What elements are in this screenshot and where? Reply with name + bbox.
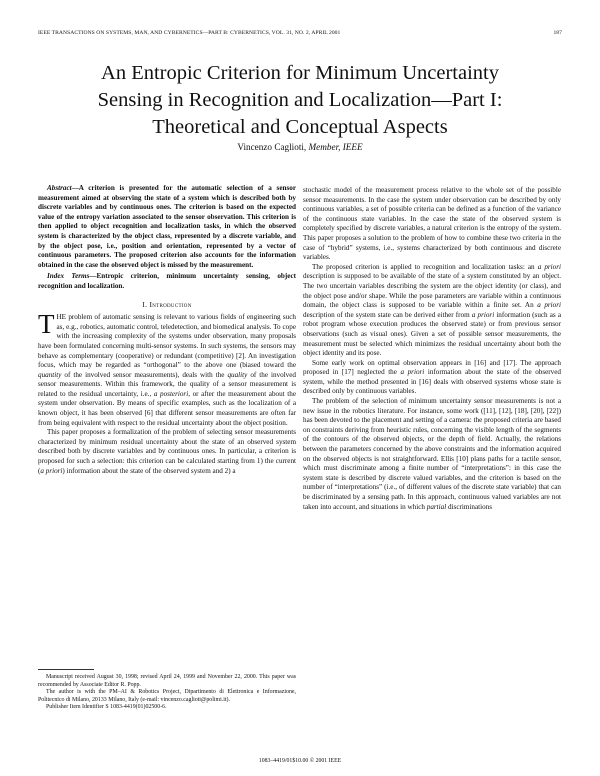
text-run: information about the state of the observed system, while the method presented in [16] deals with observed systems whose state is described only by continuous variables. xyxy=(303,368,561,396)
emphasis: a priori xyxy=(537,301,561,310)
footnote-publisher-id: Publisher Item Identifier S 1083-4419(01)02500-6. xyxy=(46,704,167,710)
section-heading xyxy=(38,300,296,310)
emphasis: a priori xyxy=(537,262,561,271)
text-run: discriminations xyxy=(446,502,493,511)
intro-paragraph-3: stochastic model of the measurement process relative to the whole set of the possible sensor measurements. In the case the system under observation can be described by only continuous variables, a set of possible criteria can be defined as a function of the variance of the continuous state variables. In the case the state of the observed system is completely specified by discrete variables, a natural criterion is the entropy of the system. This paper proposes a solution to the problem of how to combine these two criteria in the case of “hybrid” systems, i.e., systems characterized by both continuous and discrete variables. xyxy=(303,186,561,262)
abstract-label: Abstract xyxy=(47,184,72,192)
footnote-affiliation: The author is with the PM–AI & Robotics Project, Dipartimento di Elettronica e Informazione, Politecnico di Milano, 20133 Milano, Italy (e-mail: vincenzo.caglioti@polimi.it). xyxy=(38,689,296,703)
page-number: 187 xyxy=(553,30,562,36)
intro-paragraph-1 xyxy=(38,309,296,428)
journal-header: IEEE TRANSACTIONS ON SYSTEMS, MAN, AND CYBERNETICS—PART B: CYBERNETICS, VOL. 31, NO. 2, APRIL 2001 xyxy=(38,30,341,36)
section-title: Introduction xyxy=(149,299,192,309)
text-run: of the involved sensor measurements), deals with the xyxy=(61,370,228,379)
text-run: The problem of the selection of minimum uncertainty sensor measurements is not a new issue in the robotics literature. For instance, some work ([11], [12], [18], [20], [22]) has been devoted to the placement and setting of a camera: the proposed criteria are based on constraints deriving from heuristic rules, concerning the visible length of the segments of the contours of the observed objects, or the depth of field. Actually, the relations between the parameters concerned by the above constraints and the information acquired on the observed objects is not straightforward. Ellis [10] plans paths for a tactile sensor, which must discriminate among a finite number of “interpretations”: in this case the system state is described by discrete valued variables, and the criterion is based on the number of “interpretations” (i.e., of different values of the discrete state variable) that can be discriminated by a sensing path. In this approach, continuous valued variables are not taken into account, and situations in which xyxy=(303,397,561,511)
emphasis: a priori xyxy=(40,466,63,475)
text-run: description is supposed to be available of the state of a system constituted by an object. The two uncertain variables describing the system are the object identity (or class), and the object pose and/or shape. While the pose parameters are variable within a continuous domain, the object class is supposed to be variable within a finite set. An xyxy=(303,272,561,310)
right-column xyxy=(303,186,561,512)
drop-cap: T xyxy=(38,309,55,340)
footnote-rule xyxy=(38,669,94,670)
emphasis: a posteriori xyxy=(153,389,189,398)
text-run: information (such as a robot program whose execution produces the observed state) or from previous sensor observations (such as visual ones). Given a set of possible sensor measurements, the measurement must be selected which minimizes the residual uncertainty about both the object identity and its pose. xyxy=(303,310,561,358)
text-run: The proposed criterion is applied to recognition and localization tasks: an xyxy=(312,262,538,271)
index-terms-label: Index Terms xyxy=(47,272,90,281)
emphasis: quantity xyxy=(38,370,62,379)
text-run: , or after the measurement about the system under observation. By means of specific examples, such as the localization of a known object, it has been observed [6] that different sensor measurements are often far from being equivalent with respect to the residual uncertainty about the object position. xyxy=(38,389,296,427)
intro-paragraph-6 xyxy=(303,397,561,512)
title-line: An Entropic Criterion for Minimum Uncertainty xyxy=(101,62,499,84)
text-run: of the involved sensor measurements. Within this framework, the quality of a sensor measurement is related to the residual uncertainty, i.e., xyxy=(38,370,296,398)
author-membership: Member, IEEE xyxy=(308,142,363,152)
emphasis: a priori xyxy=(471,310,495,319)
index-terms-text: —Entropic criterion, minimum uncertainty sensing, object recognition and localization. xyxy=(38,272,296,290)
intro-paragraph-2 xyxy=(38,428,296,476)
title-line: Sensing in Recognition and Localization—Part I: xyxy=(97,89,503,111)
intro-paragraph-5 xyxy=(303,359,561,397)
text-run: Some early work on optimal observation appears in [16] and [17]. The approach proposed in [17] neglected the xyxy=(303,358,561,377)
author-name: Vincenzo Caglioti, xyxy=(237,142,307,152)
section-number: I. xyxy=(142,299,148,309)
emphasis: a priori xyxy=(400,368,425,377)
emphasis: partial xyxy=(426,502,447,511)
text-run: HE problem of automatic sensing is relevant to various fields of engineering such as, e.g., robotics, automatic control, teledetection, and biomedical analysis. To cope with the increasing complexity of the systems under observation, many proposals have been formulated concerning multi-sensor systems. In such systems, the sensors may behave as complementary (cooperative) or redundant (competitive) [2]. An investigation focus, which may be regarded as “orthogonal” to the above one (biased toward the xyxy=(38,313,296,370)
text-run: This paper proposes a formalization of the problem of selecting sensor measurements characterized by minimum residual uncertainty about the state of an observed system described both by discrete variables and by continuous ones. In particular, a criterion is proposed for such a selection: this criterion can be calculated starting from 1) the current ( xyxy=(38,428,296,475)
left-column xyxy=(38,184,296,476)
text-run: ) information about the state of the observed system and 2) a xyxy=(62,466,236,475)
paper-title xyxy=(40,60,560,141)
abstract-text: —A criterion is presented for the automatic selection of a sensor measurement aimed at observing the state of a system which is described both by discrete variables and by continuous ones. The criterion is based on the expected value of the entropy variation associated to the sensor observation. This criterion is then applied to object recognition and localization tasks, in which the observed system is characterized by the object class, represented by a discrete variable, and by the object pose, i.e., position and orientation, represented by a vector of continuous parameters. The proposed criterion also accounts for the information obtained in the case the observed object is missed by the measurement. xyxy=(38,184,296,269)
footnotes xyxy=(38,669,296,712)
emphasis: quality xyxy=(227,370,248,379)
text-run: description of the system state can be derived either from xyxy=(303,310,472,319)
index-terms xyxy=(38,272,296,291)
footnote-manuscript: Manuscript received August 30, 1998; revised April 24, 1999 and November 22, 2000. This paper was recommended by Associate Editor R. Popp. xyxy=(38,674,296,688)
intro-paragraph-4 xyxy=(303,263,561,359)
copyright-footer: 1083–4419/01$10.00 © 2001 IEEE xyxy=(258,758,342,764)
author-line xyxy=(0,142,600,152)
abstract xyxy=(38,184,296,270)
title-line: Theoretical and Conceptual Aspects xyxy=(152,116,448,138)
